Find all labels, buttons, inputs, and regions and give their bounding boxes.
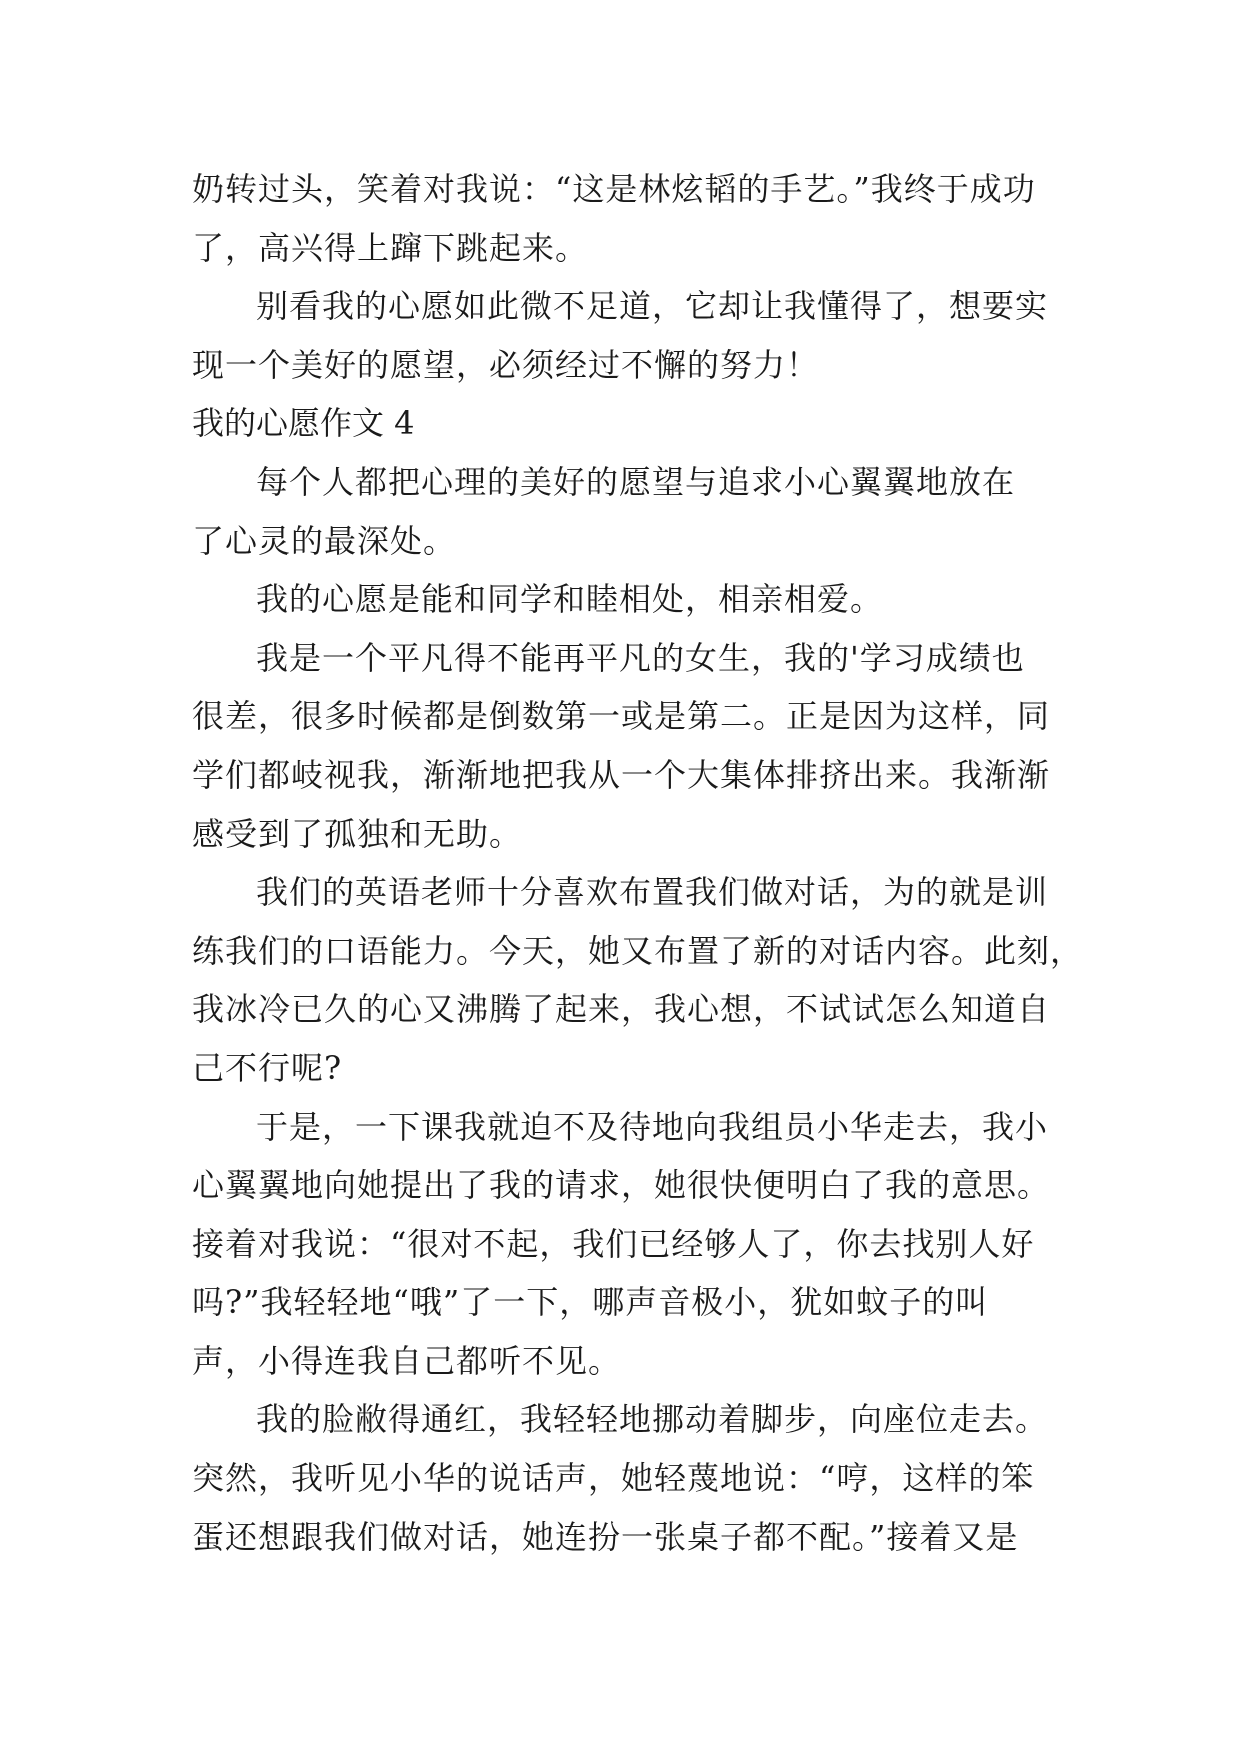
text-line: 练我们的口语能力。今天，她又布置了新的对话内容。此刻， (192, 931, 1084, 970)
text-line: 奶转过头，笑着对我说：“这是林炫韬的手艺。”我终于成功 (192, 170, 1036, 208)
text-line: 我的心愿是能和同学和睦相处，相亲相爱。 (256, 580, 884, 619)
text-line: 心翼翼地向她提出了我的请求，她很快便明白了我的意思。 (192, 1166, 1051, 1205)
text-line: 我是一个平凡得不能再平凡的女生，我的'学习成绩也 (256, 638, 1025, 677)
text-line: 我的脸敝得通红，我轻轻地挪动着脚步，向座位走去。 (256, 1400, 1049, 1439)
text-line: 学们都岐视我，渐渐地把我从一个大集体排挤出来。我渐渐 (192, 755, 1051, 794)
text-line: 蛋还想跟我们做对话，她连扮一张桌子都不配。”接着又是 (192, 1517, 1019, 1556)
text-line: 于是，一下课我就迫不及待地向我组员小华走去，我小 (256, 1107, 1049, 1146)
text-line: 每个人都把心理的美好的愿望与追求小心翼翼地放在 (256, 462, 1016, 501)
text-line: 我们的英语老师十分喜欢布置我们做对话，为的就是训 (256, 873, 1049, 912)
document-body (192, 160, 1084, 1566)
text-line: 了，高兴得上蹿下跳起来。 (192, 228, 589, 267)
text-line: 现一个美好的愿望，必须经过不懈的努力！ (192, 345, 820, 384)
text-line: 突然，我听见小华的说话声，她轻蔑地说：“哼，这样的笨 (192, 1459, 1035, 1498)
text-line: 了心灵的最深处。 (192, 521, 457, 560)
text-line: 声，小得连我自己都听不见。 (192, 1341, 622, 1380)
text-line: 感受到了孤独和无助。 (192, 814, 523, 853)
section-heading: 我的心愿作文 4 (192, 404, 415, 443)
text-line: 我冰冷已久的心又沸腾了起来，我心想，不试试怎么知道自 (192, 990, 1051, 1029)
text-line: 别看我的心愿如此微不足道，它却让我懂得了，想要实 (256, 287, 1049, 326)
text-line: 吗?”我轻轻地“哦”了一下，哪声音极小，犹如蚊子的叫 (192, 1283, 989, 1322)
text-line: 己不行呢? (192, 1048, 343, 1087)
text-line: 很差，很多时候都是倒数第一或是第二。正是因为这样，同 (192, 697, 1051, 736)
text-line: 接着对我说：“很对不起，我们已经够人了，你去找别人好 (192, 1224, 1035, 1263)
